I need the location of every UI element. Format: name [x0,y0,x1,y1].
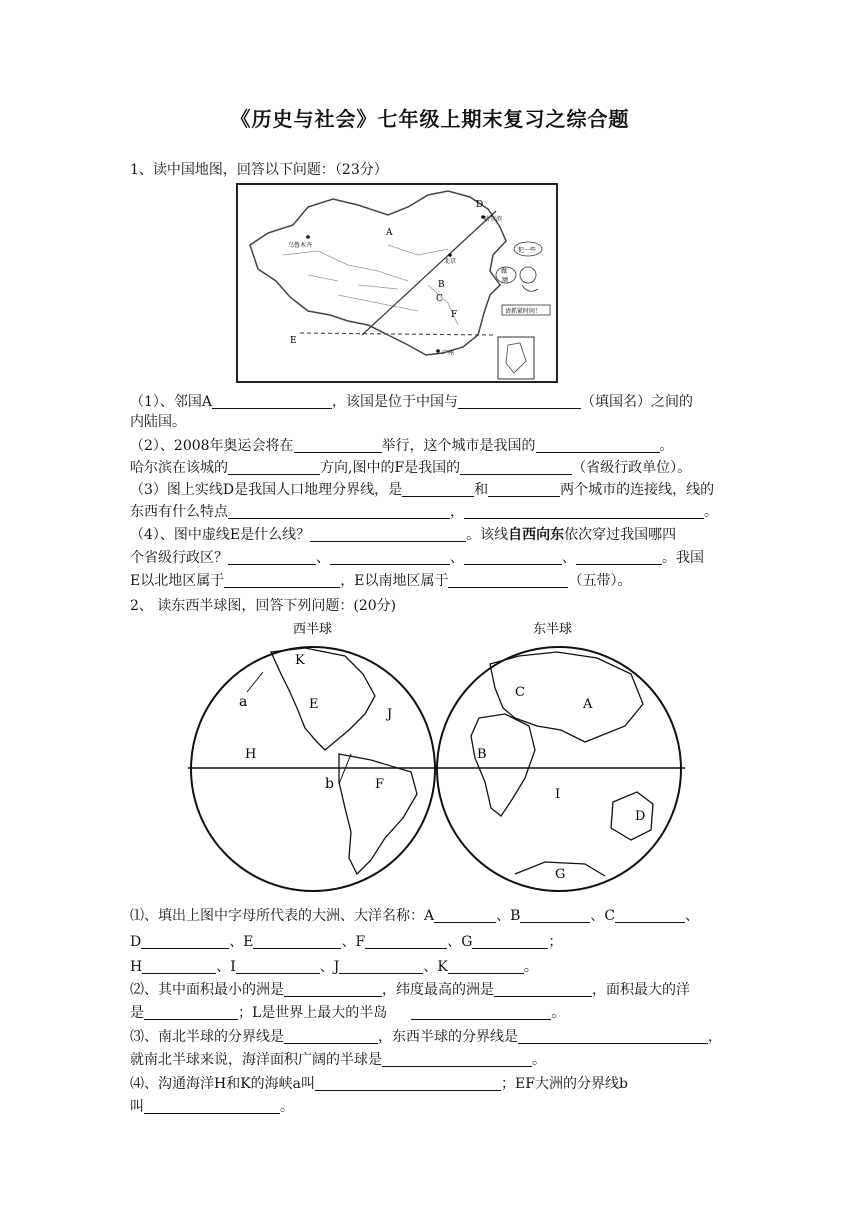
map-callout-2: 做 [501,268,508,275]
map-callout-3: 额 [502,277,509,284]
answer-blank[interactable] [448,959,524,974]
map-label-d: D [476,200,484,210]
answer-blank[interactable] [458,394,581,409]
answer-blank[interactable] [382,1052,532,1067]
map-letter-a: A [583,697,593,712]
q1-part1-line2: 内陆国。 [130,414,186,430]
map-letter-h: H [245,747,257,762]
answer-blank[interactable] [284,982,382,997]
answer-blank[interactable] [310,527,466,542]
q2-part3-line2: 就南北半球来说，海洋面积广阔的半球是 。 [130,1052,546,1068]
map-letter-d: D [635,809,646,824]
q2-part2-line2: 是 ；L是世界上最大的半岛 。 [130,1005,566,1021]
q2-part1-line2: D 、E 、F 、G ； [130,934,563,950]
china-map [236,183,558,383]
map-label-c: C [436,294,443,304]
answer-blank[interactable] [144,1005,238,1020]
question-2-heading: 2、 读东西半球图，回答下列问题：(20分) [130,598,397,614]
answer-blank[interactable] [460,460,572,475]
q2-part1-line3: H 、I 、J 、K 。 [130,959,538,975]
answer-blank[interactable] [212,394,332,409]
answer-blank[interactable] [224,573,340,588]
answer-blank[interactable] [144,1099,280,1114]
east-hemisphere-label: 东半球 [533,622,573,637]
map-callout-box: 请抓紧时间！ [505,308,542,315]
answer-blank[interactable] [464,504,704,519]
map-letter-b: B [477,747,487,762]
map-city-harbin: 哈尔滨 [484,216,503,223]
map-label-b: B [438,280,445,290]
answer-blank[interactable] [315,1076,501,1091]
map-letter-a-strait: a [239,694,248,710]
map-letter-k: K [295,653,305,668]
answer-blank[interactable] [236,959,320,974]
answer-blank[interactable] [576,550,662,565]
answer-blank[interactable] [294,438,382,453]
q1-part3-line1: （3）图上实线D是我国人口地理分界线，是 和 两个城市的连接线，线的 [130,482,715,498]
answer-blank[interactable] [228,460,320,475]
q1-part1-line1: （1）、邻国A ，该国是位于中国与 （填国名）之间的 [130,394,694,410]
answer-blank[interactable] [518,1029,708,1044]
map-label-f: F [451,310,458,320]
map-callout-1: 犯一些 [518,247,537,254]
map-city-guangzhou: 广州 [442,350,455,357]
q1-part3-line2: 东西有什么特点 ， 。 [130,504,718,520]
map-letter-b-line: b [325,776,334,792]
answer-blank[interactable] [141,934,229,949]
q1-part2-line2: 哈尔滨在该城的 方向,图中的F是我国的 （省级行政单位）。 [130,460,692,476]
q2-part2-line1: ⑵、其中面积最小的洲是 ，纬度最高的洲是 ，面积最大的洋 [130,982,690,998]
map-letter-c: C [515,685,525,700]
q2-part3-line1: ⑶、南北半球的分界线是 ，东西半球的分界线是 ， [130,1029,722,1045]
answer-blank[interactable] [365,934,447,949]
q2-part4-line2: 叫 。 [130,1099,294,1115]
answer-blank[interactable] [402,482,474,497]
q1-part4-line1: （4）、图中虚线E是什么线？ 。该线自西向东依次穿过我国哪四 [130,527,677,543]
question-1-heading: 1、读中国地图，回答以下问题：（23分） [130,162,388,178]
map-letter-g: G [555,867,566,882]
map-letter-f: F [375,777,385,792]
page-title: 《历史与社会》七年级上期末复习之综合题 [230,107,630,131]
map-letter-i: I [555,787,561,802]
q2-part4-line1: ⑷、沟通海洋H和K的海峡a叫 ；EF大洲的分界线b [130,1076,628,1092]
answer-blank[interactable] [339,959,423,974]
answer-blank[interactable] [464,550,562,565]
answer-blank[interactable] [494,982,592,997]
answer-blank[interactable] [253,934,341,949]
map-label-a: A [386,228,393,238]
answer-blank[interactable] [228,550,316,565]
answer-blank[interactable] [448,573,568,588]
answer-blank[interactable] [330,550,450,565]
map-letter-e: E [309,697,319,712]
q2-part1-line1: ⑴、填出上图中字母所代表的大洲、大洋名称：A 、B 、C 、 [130,908,700,924]
map-letter-j: J [387,707,393,722]
hemispheres-map [185,622,685,902]
map-city-urumqi: 乌鲁木齐 [288,242,313,249]
west-hemisphere-label: 西半球 [293,622,333,637]
answer-blank[interactable] [488,482,560,497]
map-city-beijing: 北京 [444,258,457,265]
answer-blank[interactable] [142,959,216,974]
answer-blank[interactable] [284,1029,378,1044]
answer-blank[interactable] [472,934,548,949]
answer-blank[interactable] [228,504,450,519]
answer-blank[interactable] [434,908,496,923]
q1-part4-line2: 个省级行政区？ 、 、 、 。我国 [130,550,704,566]
answer-blank[interactable] [536,438,660,453]
q1-part2-line1: （2）、2008年奥运会将在 举行，这个城市是我国的 。 [130,438,674,454]
map-label-e: E [290,336,297,346]
answer-blank[interactable] [520,908,590,923]
q1-part4-line3: E以北地区属于 ，E以南地区属于 （五带）。 [130,573,632,589]
answer-blank[interactable] [615,908,685,923]
answer-blank[interactable] [411,1005,551,1020]
